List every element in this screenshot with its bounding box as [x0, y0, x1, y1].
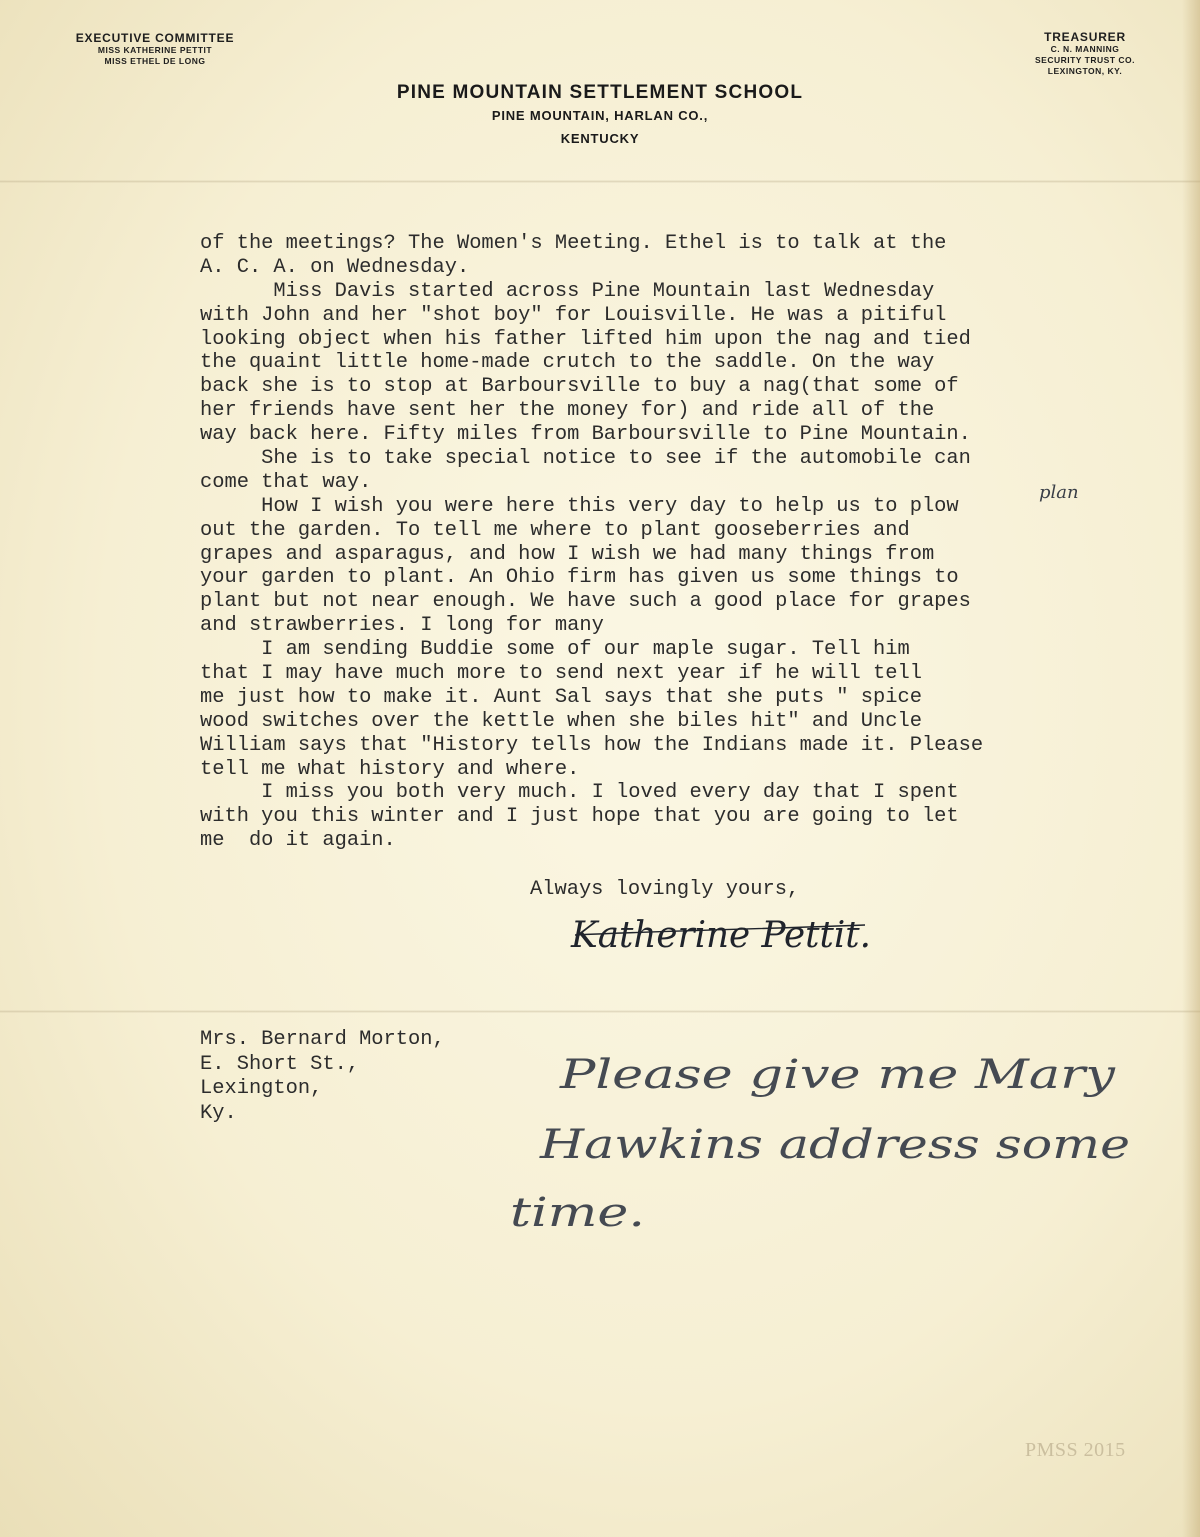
- recipient-address: [200, 1028, 445, 1126]
- letter-body: [200, 232, 1160, 853]
- school-letterhead: [300, 82, 900, 146]
- body-line: I miss you both very much. I loved every day that I spent: [200, 781, 959, 805]
- school-location: PINE MOUNTAIN, HARLAN CO.,: [491, 108, 709, 123]
- body-line: grapes and asparagus, and how I wish we had many things from: [200, 542, 935, 566]
- correction-text: plan: [1039, 482, 1079, 503]
- paper-fold: [0, 180, 1200, 183]
- treasurer-line: SECURITY TRUST CO.: [1035, 55, 1135, 65]
- body-line: plant but not near enough. We have such a good place for grapes: [200, 590, 971, 614]
- signature: [565, 895, 895, 965]
- body-line: me do it again.: [200, 829, 396, 853]
- handwritten-note: [500, 1040, 1160, 1250]
- body-line: How I wish you were here this very day to help us to plow: [200, 494, 959, 518]
- treasurer-title: TREASURER: [1044, 30, 1126, 44]
- treasurer-line: C. N. MANNING: [1050, 44, 1120, 54]
- handwritten-correction: [1035, 478, 1125, 506]
- committee-member: MISS KATHERINE PETTIT: [97, 45, 213, 55]
- body-line: her friends have sent her the money for) and ride all of the: [200, 399, 935, 423]
- body-line: your garden to plant. An Ohio firm has given us some things to: [200, 566, 959, 590]
- body-line: tell me what history and where.: [200, 757, 580, 781]
- paper-edge: [1182, 0, 1200, 1537]
- school-state: KENTUCKY: [560, 131, 640, 146]
- treasurer-block: [1000, 30, 1170, 77]
- body-line: I am sending Buddie some of our maple sugar. Tell him: [200, 638, 910, 662]
- body-line: of the meetings? The Women's Meeting. Ethel is to talk at the: [200, 232, 947, 255]
- body-line: and strawberries. I long for many: [200, 614, 604, 638]
- body-line: the quaint little home-made crutch to the saddle. On the way: [200, 351, 935, 375]
- executive-committee-title: EXECUTIVE COMMITTEE: [75, 31, 235, 45]
- address-line: Mrs. Bernard Morton,: [200, 1028, 445, 1051]
- executive-committee-block: [40, 31, 270, 67]
- body-line: William says that "History tells how the Indians made it. Please: [200, 733, 984, 757]
- body-line: looking object when his father lifted him upon the nag and tied: [200, 327, 971, 351]
- body-line: me just how to make it. Aunt Sal says that she puts " spice: [200, 685, 922, 709]
- school-name: PINE MOUNTAIN SETTLEMENT SCHOOL: [396, 82, 804, 103]
- treasurer-line: LEXINGTON, KY.: [1047, 66, 1123, 76]
- body-line: way back here. Fifty miles from Barboursville to Pine Mountain.: [200, 423, 971, 447]
- closing-line: Always lovingly yours,: [530, 878, 800, 901]
- address-line: Lexington,: [200, 1077, 323, 1100]
- body-line: She is to take special notice to see if the automobile can: [200, 447, 971, 471]
- address-line: E. Short St.,: [200, 1052, 360, 1076]
- body-line: out the garden. To tell me where to plant gooseberries and: [200, 518, 910, 542]
- paper-fold: [0, 1010, 1200, 1013]
- body-line: Miss Davis started across Pine Mountain last Wednesday: [200, 279, 935, 303]
- address-line: Ky.: [200, 1101, 237, 1125]
- body-line: wood switches over the kettle when she biles hit" and Uncle: [200, 709, 922, 733]
- body-line: come that way.: [200, 470, 372, 494]
- signature-text: Katherine Pettit.: [570, 915, 871, 956]
- body-line: A. C. A. on Wednesday.: [200, 255, 470, 279]
- body-line: back she is to stop at Barboursville to buy a nag(that some of: [200, 375, 959, 399]
- body-line: that I may have much more to send next year if he will tell: [200, 662, 922, 686]
- handwritten-note-text: Please give me Mary Hawkins address some time.: [510, 1052, 1130, 1236]
- watermark: PMSS 2015: [1025, 1439, 1126, 1461]
- body-line: with John and her "shot boy" for Louisville. He was a pitiful: [200, 303, 947, 327]
- committee-member: MISS ETHEL DE LONG: [104, 56, 206, 66]
- body-line: with you this winter and I just hope that you are going to let: [200, 805, 959, 829]
